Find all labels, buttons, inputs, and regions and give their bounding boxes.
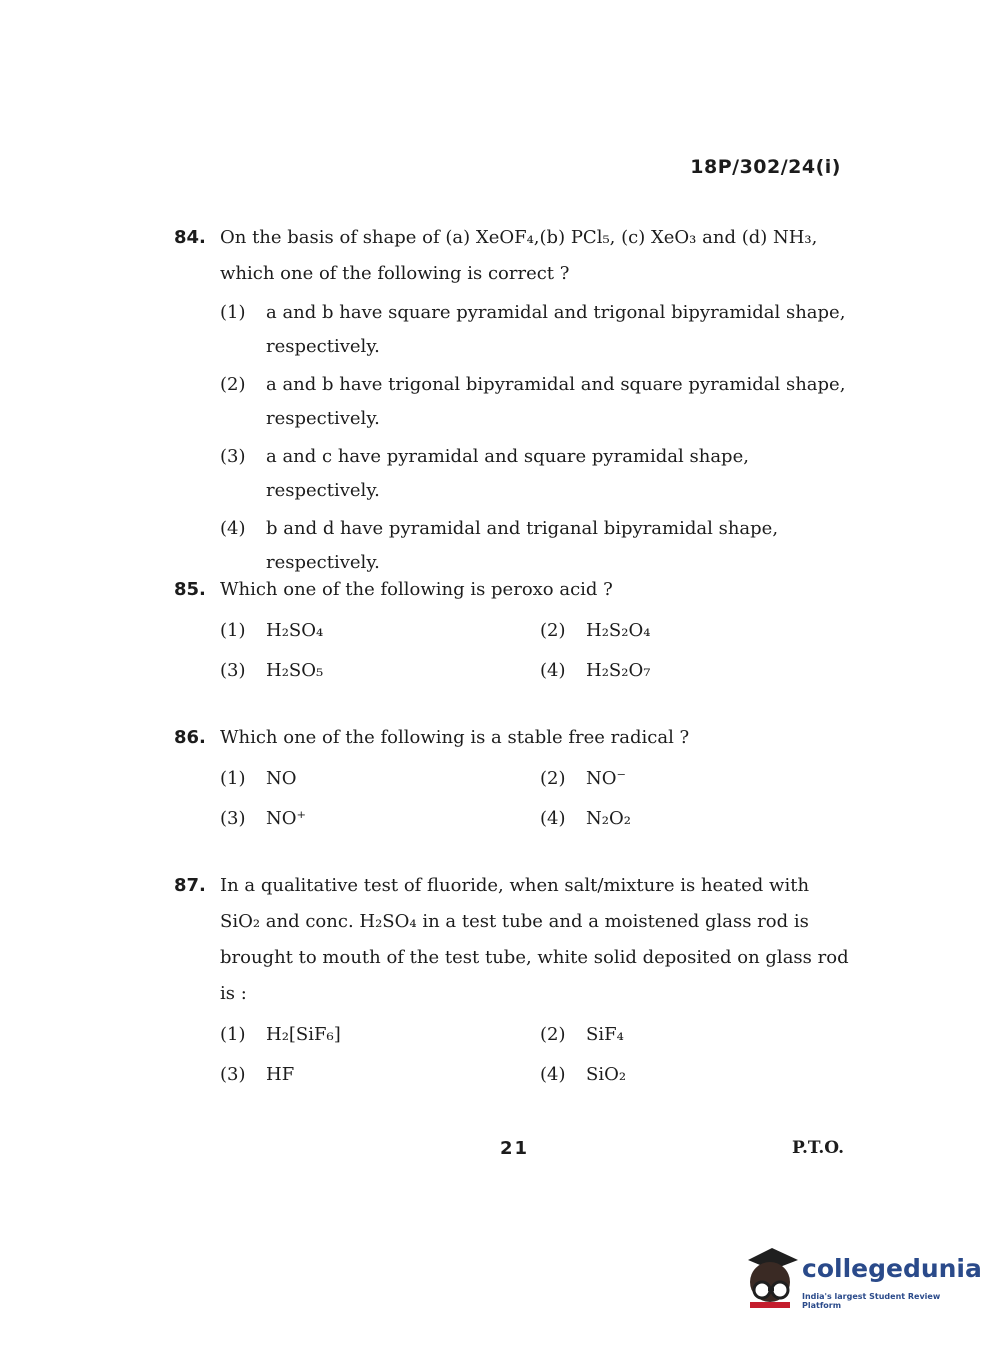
option-number: (1) (220, 768, 246, 789)
option-number: (4) (540, 808, 566, 829)
option-1 (220, 614, 540, 648)
option-1 (220, 296, 854, 364)
option-number: (3) (220, 1064, 246, 1085)
option-number: (4) (220, 518, 246, 539)
option-4 (540, 802, 860, 836)
option-text: H₂S₂O₇ (586, 660, 651, 681)
option-1 (220, 1018, 540, 1052)
option-1 (220, 762, 540, 796)
option-text: NO⁺ (266, 808, 307, 829)
option-number: (2) (220, 374, 246, 395)
option-text: b and d have pyramidal and triganal bipyramidal shape, respectively. (266, 518, 779, 573)
option-2 (540, 762, 860, 796)
option-2 (220, 368, 854, 436)
question-number: 84. (174, 227, 206, 248)
option-2 (540, 614, 860, 648)
question-text: Which one of the following is a stable free radical ? (220, 727, 690, 748)
question-87 (174, 868, 854, 1092)
option-number: (1) (220, 620, 246, 641)
option-3 (220, 802, 540, 836)
option-number: (3) (220, 660, 246, 681)
question-text: On the basis of shape of (a) XeOF₄,(b) PCl₅, (c) XeO₃ and (d) NH₃, which one of the following is correct ? (220, 227, 818, 284)
option-3 (220, 1058, 540, 1092)
option-text: NO (266, 768, 297, 789)
option-3 (220, 440, 854, 508)
option-number: (3) (220, 446, 246, 467)
option-4 (540, 1058, 860, 1092)
option-number: (3) (220, 808, 246, 829)
option-text: H₂[SiF₆] (266, 1024, 341, 1045)
page-number: 21 (500, 1138, 530, 1159)
option-3 (220, 654, 540, 688)
option-text: NO⁻ (586, 768, 627, 789)
collegedunia-watermark (742, 1246, 982, 1316)
question-text: In a qualitative test of fluoride, when salt/mixture is heated with SiO₂ and conc. H₂SO₄ in a test tube and a moistened glass rod is brought to mouth of the test tube, white solid deposited on glass rod is : (220, 875, 849, 1004)
watermark-name: collegedunia (802, 1254, 982, 1283)
option-2 (540, 1018, 860, 1052)
option-4 (220, 512, 854, 580)
option-number: (2) (540, 1024, 566, 1045)
option-text: HF (266, 1064, 295, 1085)
mascot-icon (742, 1246, 802, 1316)
option-number: (2) (540, 768, 566, 789)
question-text: Which one of the following is peroxo acid ? (220, 579, 613, 600)
option-number: (4) (540, 660, 566, 681)
option-text: a and b have trigonal bipyramidal and square pyramidal shape, respectively. (266, 374, 846, 429)
watermark-tagline: India's largest Student Review Platform (802, 1292, 941, 1310)
question-85 (174, 572, 854, 688)
pto-label: P.T.O. (792, 1138, 844, 1158)
option-text: H₂SO₄ (266, 620, 324, 641)
question-number: 87. (174, 875, 206, 896)
option-text: N₂O₂ (586, 808, 631, 829)
option-4 (540, 654, 860, 688)
option-number: (1) (220, 1024, 246, 1045)
option-text: a and b have square pyramidal and trigonal bipyramidal shape, respectively. (266, 302, 846, 357)
question-84 (174, 220, 854, 580)
option-text: H₂SO₅ (266, 660, 324, 681)
option-number: (2) (540, 620, 566, 641)
paper-code: 18P/302/24(i) (690, 156, 841, 178)
option-number: (1) (220, 302, 246, 323)
option-number: (4) (540, 1064, 566, 1085)
option-text: SiO₂ (586, 1064, 627, 1085)
option-text: a and c have pyramidal and square pyramidal shape, respectively. (266, 446, 749, 501)
option-text: SiF₄ (586, 1024, 624, 1045)
option-text: H₂S₂O₄ (586, 620, 651, 641)
question-86 (174, 720, 854, 836)
question-number: 85. (174, 579, 206, 600)
question-number: 86. (174, 727, 206, 748)
